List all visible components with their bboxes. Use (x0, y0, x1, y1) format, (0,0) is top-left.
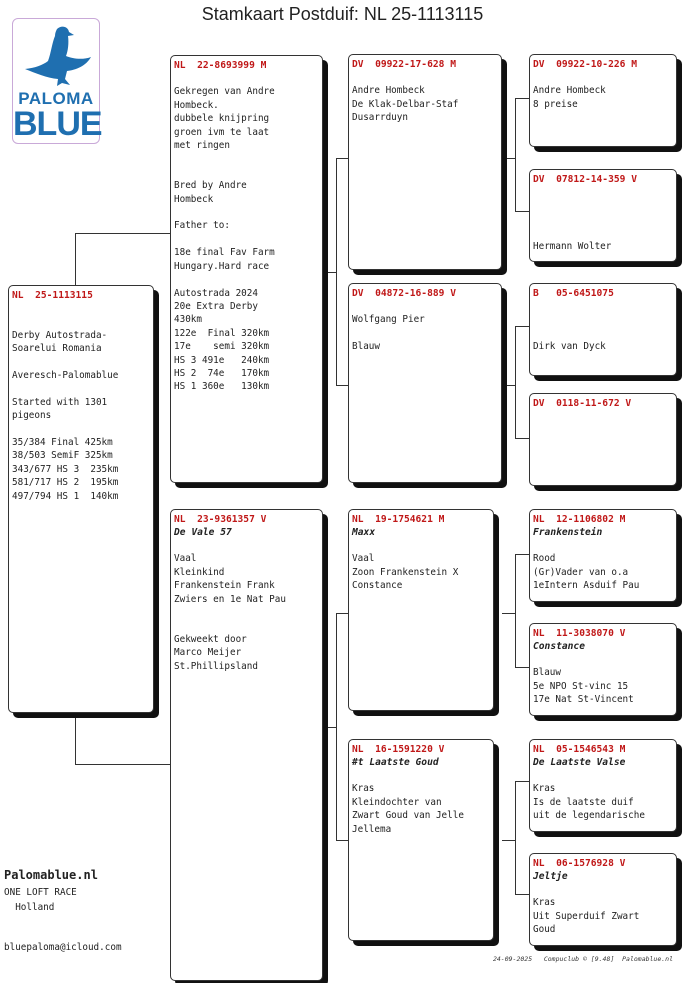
pigeon-notes: Rood (Gr)Vader van o.a 1eIntern Asduif Pau (533, 553, 640, 592)
ring-number: DV 0118-11-672 V (533, 398, 632, 409)
ring-number: NL 19-1754621 M (352, 514, 445, 525)
connector-line (502, 158, 515, 159)
ring-number: DV 04872-16-889 V (352, 288, 456, 299)
ring-number: DV 09922-17-628 M (352, 59, 456, 70)
ring-number: B 05-6451075 (533, 288, 614, 299)
ring-number: DV 09922-10-226 M (533, 59, 637, 70)
connector-line (515, 98, 529, 99)
connector-line (502, 840, 515, 841)
mff-card[interactable] (529, 509, 677, 602)
pigeon-notes: Kras Uit Superduif Zwart Goud (533, 897, 640, 936)
connector-line (515, 554, 529, 555)
mmm-card[interactable] (529, 853, 677, 946)
connector-line (75, 764, 170, 765)
pigeon-notes: Gekregen van Andre Hombeck. dubbele knijpring groen ivm te laat met ringen Bred by Andre Hombeck Father to: 18e final Fav Farm Hungary.Hard race Autostrada 2024 20e Extra Derby 430km 122e Final 320km 17e semi 320km HS 3 491e 240km HS 2 74e 170km HS 1 360e 130km (174, 86, 275, 393)
mfm-card[interactable] (529, 623, 677, 716)
ring-number: DV 07812-14-359 V (533, 174, 637, 185)
owner-line-2: Holland (4, 902, 55, 913)
pigeon-name: #t Laatste Goud (352, 757, 439, 768)
connector-line (336, 158, 348, 159)
pigeon-name: Maxx (352, 527, 376, 538)
ring-number: NL 25-1113115 (12, 290, 93, 301)
connector-line (515, 894, 529, 895)
subject-pigeon-card[interactable] (8, 285, 154, 713)
mother-mother-card[interactable] (348, 739, 494, 941)
father-card[interactable] (170, 55, 323, 483)
owner-site: Palomablue.nl (4, 868, 98, 882)
ring-number: NL 23-9361357 V (174, 514, 267, 525)
connector-line (323, 727, 336, 728)
pigeon-notes: Vaal Kleinkind Frankenstein Frank Zwiers en 1e Nat Pau Gekweekt door Marco Meijer St.Phillipsland (174, 553, 286, 672)
pigeon-name: Frankenstein (533, 527, 603, 538)
connector-line (336, 613, 348, 614)
fmf-card[interactable] (529, 283, 677, 376)
connector-line (515, 438, 529, 439)
pigeon-icon (21, 23, 93, 89)
ring-number: NL 06-1576928 V (533, 858, 626, 869)
ffm-card[interactable] (529, 169, 677, 262)
paloma-blue-logo (12, 18, 100, 144)
ring-number: NL 05-1546543 M (533, 744, 626, 755)
ring-number: NL 11-3038070 V (533, 628, 626, 639)
connector-line (515, 211, 529, 212)
connector-line (502, 385, 515, 386)
father-mother-card[interactable] (348, 283, 502, 483)
mother-card[interactable] (170, 509, 323, 981)
pigeon-notes: Hermann Wolter (533, 240, 612, 252)
pigeon-notes: Kras Kleindochter van Zwart Goud van Jelle Jellema (352, 783, 464, 835)
connector-line (75, 233, 170, 234)
pigeon-notes: Vaal Zoon Frankenstein X Constance (352, 553, 459, 592)
pigeon-notes: Andre Hombeck 8 preise (533, 85, 606, 110)
connector-line (323, 272, 336, 273)
connector-line (515, 98, 516, 211)
pigeon-notes: Kras Is de laatste duif uit de legendarische (533, 783, 645, 822)
footer-text: 24-09-2025 Compuclub © [9.48] Palomablue.nl (492, 955, 673, 963)
pigeon-name: Jeltje (533, 871, 568, 882)
connector-line (515, 781, 516, 894)
page-title: Stamkaart Postduif: NL 25-1113115 (201, 4, 484, 24)
pigeon-name: Constance (533, 641, 585, 652)
pigeon-notes: Dirk van Dyck (533, 341, 606, 353)
connector-line (502, 613, 515, 614)
pigeon-name: De Vale 57 (174, 527, 232, 538)
logo-text-paloma: PALOMA (18, 89, 94, 108)
owner-line-1: ONE LOFT RACE (4, 887, 77, 898)
connector-line (515, 667, 529, 668)
ring-number: NL 22-8693999 M (174, 60, 267, 71)
connector-line (515, 326, 516, 438)
fff-card[interactable] (529, 54, 677, 147)
connector-line (515, 554, 516, 667)
connector-line (336, 840, 348, 841)
mother-father-card[interactable] (348, 509, 494, 711)
father-father-card[interactable] (348, 54, 502, 270)
connector-line (75, 713, 76, 764)
connector-line (336, 158, 337, 385)
mmf-card[interactable] (529, 739, 677, 832)
fmm-card[interactable] (529, 393, 677, 486)
connector-line (336, 385, 348, 386)
pigeon-notes: Blauw 5e NPO St-vinc 15 17e Nat St-Vincent (533, 667, 634, 706)
pigeon-notes: Wolfgang Pier Blauw (352, 314, 425, 353)
ring-number: NL 16-1591220 V (352, 744, 445, 755)
connector-line (515, 326, 529, 327)
pigeon-notes: Andre Hombeck De Klak-Delbar-Staf Dusarrduyn (352, 85, 459, 124)
ring-number: NL 12-1106802 M (533, 514, 626, 525)
connector-line (75, 233, 76, 285)
pigeon-notes: Derby Autostrada- Soarelui Romania Averesch-Palomablue Started with 1301 pigeons 35/384 Final 425km 38/503 SemiF 325km 343/677 HS 3 235km 581/717 HS 2 195km 497/794 HS 1 140km (12, 329, 119, 502)
logo-text-blue: BLUE (13, 105, 102, 143)
connector-line (515, 781, 529, 782)
owner-email[interactable]: bluepaloma@icloud.com (4, 942, 122, 953)
pigeon-name: De Laatste Valse (533, 757, 626, 768)
connector-line (336, 613, 337, 840)
